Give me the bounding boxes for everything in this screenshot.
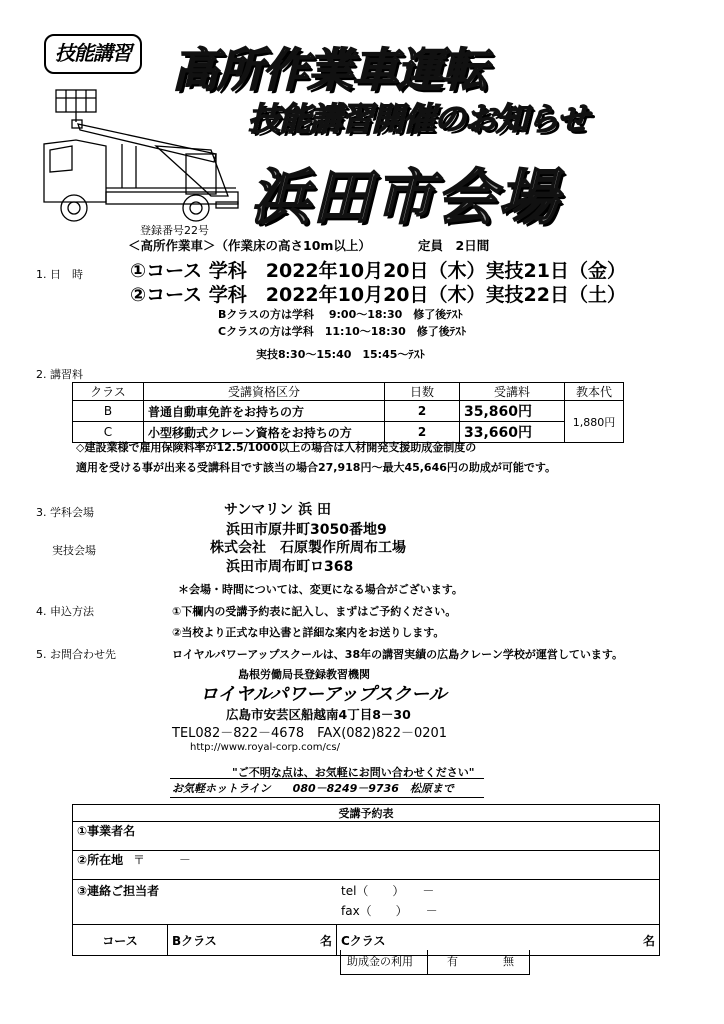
section-2-label: 2. 講習料 — [36, 368, 83, 381]
course-category: ＜高所作業車＞（作業床の高さ10m以上） — [128, 238, 371, 253]
c-class-count-unit: 名 — [642, 933, 655, 948]
badge: 技能講習 — [44, 34, 142, 74]
tel-field[interactable]: tel（ ） － — [341, 884, 435, 898]
b-class-field[interactable] — [168, 925, 337, 956]
row-qualification: 小型移動式クレーン資格をお持ちの方 — [144, 422, 385, 443]
form-title: 受講予約表 — [73, 805, 660, 822]
subsidy-note-2: 適用を受ける事が出来る受講科目です該当の場合27,918円～最大45,646円の助成が可能です。 — [76, 461, 557, 474]
course-2: ②コース 学科 2022年10月20日（木）実技22日（土） — [130, 284, 626, 306]
section-4-label: 4. 申込方法 — [36, 605, 94, 618]
practical-venue-address: 浜田市周布町ロ368 — [226, 559, 354, 575]
title-line2: 技能講習開催のお知らせ — [248, 100, 589, 138]
title-line3: 浜田市会場 — [250, 163, 560, 233]
practical-venue-label: 実技会場 — [52, 544, 96, 557]
course-1: ①コース 学科 2022年10月20日（木）実技21日（金） — [130, 260, 626, 282]
tel-fax: TEL082－822－4678 FAX(082)822－0201 — [172, 726, 448, 741]
row-days: 2 — [385, 401, 460, 422]
table-row — [73, 401, 624, 422]
c-class-time: Cクラスの方は学科 11:10～18:30 修了後ﾃｽﾄ — [218, 325, 467, 338]
row-fee: 35,860円 — [460, 401, 565, 422]
lecture-venue-address: 浜田市原井町3050番地9 — [226, 522, 387, 538]
school-address: 広島市安芸区船越南4丁目8－30 — [226, 707, 411, 722]
practical-venue-name: 株式会社 石原製作所周布工場 — [210, 540, 406, 556]
fee-table — [72, 382, 624, 443]
lecture-venue-name: サンマリン 浜 田 — [224, 502, 332, 518]
row-class: C — [73, 422, 144, 443]
school-description: ロイヤルパワーアップスクールは、38年の講習実績の広島クレーン学校が運営しています。 — [172, 648, 624, 661]
header-days: 日数 — [385, 383, 460, 401]
company-name-label: ①事業者名 — [77, 824, 136, 838]
subsidy-no[interactable]: 無 — [503, 955, 514, 968]
apply-step-2: ②当校より正式な申込書と詳細な案内をお送りします。 — [172, 626, 445, 639]
practical-time: 実技8:30～15:40 15:45～ﾃｽﾄ — [256, 348, 425, 361]
header-fee: 受講料 — [460, 383, 565, 401]
fax-field[interactable]: fax（ ） － — [341, 904, 438, 918]
subsidy-label: 助成金の利用 — [347, 955, 413, 968]
company-name-field[interactable] — [73, 822, 660, 851]
postal-mark: 〒 — [133, 853, 146, 867]
textbook-fee: 1,880円 — [565, 401, 624, 443]
reservation-form — [72, 804, 660, 956]
course-label: コース — [73, 925, 168, 956]
subsidy-use-field[interactable] — [340, 950, 530, 975]
venue-change-note: ＊会場・時間については、変更になる場合がございます。 — [178, 583, 463, 596]
address-label: ②所在地 — [77, 853, 124, 867]
website-url[interactable]: http://www.royal-corp.com/cs/ — [190, 742, 340, 753]
b-class-label: Bクラス — [172, 933, 217, 948]
c-class-label: Cクラス — [341, 933, 386, 948]
hotline: お気軽ホットライン 080－8249－9736 松原まで — [170, 778, 484, 798]
row-fee: 33,660円 — [460, 422, 565, 443]
row-qualification: 普通自動車免許をお持ちの方 — [144, 401, 385, 422]
section-1-label: 1. 日 時 — [36, 268, 83, 281]
registration-number: 登録番号22号 — [140, 224, 209, 237]
postal-dash: － — [178, 853, 191, 867]
aerial-work-truck-illustration — [36, 84, 246, 234]
row-class: B — [73, 401, 144, 422]
subsidy-note-1: ◇建設業様で雇用保険料率が12.5/1000以上の場合は人材開発支援助成金制度の — [76, 441, 477, 454]
registration-authority: 島根労働局長登録教習機関 — [238, 668, 370, 681]
inquiry-slogan: "ご不明な点は、お気軽にお問い合わせください" — [232, 766, 475, 779]
title-line1: 高所作業車運転 — [172, 43, 487, 97]
row-days: 2 — [385, 422, 460, 443]
apply-step-1: ①下欄内の受講予約表に記入し、まずはご予約ください。 — [172, 605, 457, 618]
contact-person-label: ③連絡ご担当者 — [77, 884, 160, 898]
address-field[interactable] — [73, 851, 660, 880]
school-name: ロイヤルパワーアップスクール — [200, 684, 447, 705]
header-textbook: 教本代 — [565, 383, 624, 401]
section-3-label: 3. 学科会場 — [36, 506, 94, 519]
capacity: 定員 2日間 — [418, 238, 490, 253]
b-class-count-unit: 名 — [319, 933, 332, 948]
subsidy-yes[interactable]: 有 — [447, 955, 458, 968]
contact-person-field[interactable] — [73, 880, 660, 925]
b-class-time: Bクラスの方は学科 9:00～18:30 修了後ﾃｽﾄ — [218, 308, 463, 321]
header-class: クラス — [73, 383, 144, 401]
header-qualification: 受講資格区分 — [144, 383, 385, 401]
section-5-label: 5. お問合わせ先 — [36, 648, 116, 661]
